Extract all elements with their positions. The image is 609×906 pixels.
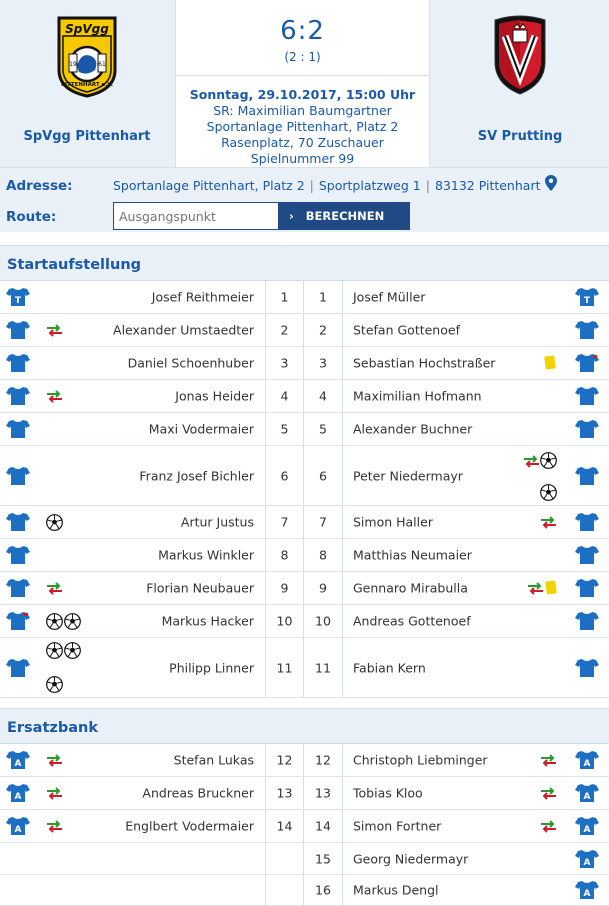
final-score: 6:2 (280, 16, 325, 46)
home-shirt-cell (0, 605, 40, 637)
away-player-cell (343, 777, 523, 809)
home-player-name[interactable]: Markus Hacker (161, 613, 254, 629)
player-row (0, 347, 609, 380)
home-player-number: 10 (276, 613, 293, 629)
home-player-name[interactable]: Alexander Umstaedter (113, 322, 254, 338)
substitution-icon (46, 754, 63, 767)
address-street: Sportplatzweg 1 (318, 178, 421, 193)
away-number-cell (304, 875, 343, 905)
home-events-cell (40, 777, 85, 809)
away-number-cell (304, 843, 343, 874)
svg-text:A: A (14, 792, 22, 802)
home-player-name[interactable]: Philipp Linner (169, 660, 254, 675)
goal-icon (540, 452, 557, 469)
home-number-cell (265, 777, 304, 809)
player-row (0, 281, 609, 314)
away-player-number: 16 (315, 882, 331, 898)
away-number-cell (304, 281, 343, 313)
home-player-number: 2 (280, 322, 289, 338)
away-player-cell (343, 810, 523, 842)
away-shirt-cell (566, 638, 609, 697)
venue: Sportanlage Pittenhart, Platz 2 (206, 119, 399, 134)
away-player-number: 6 (319, 468, 327, 483)
match-center (175, 0, 430, 167)
home-events-cell (40, 539, 85, 571)
home-player-cell (85, 605, 265, 637)
away-events-cell (515, 572, 565, 604)
home-shirt-cell (0, 638, 40, 697)
home-player-name[interactable]: Maxi Vodermaier (148, 421, 254, 437)
away-player-number: 9 (319, 580, 327, 596)
substitution-icon (46, 820, 63, 833)
home-number-cell (265, 314, 304, 346)
home-events-cell (40, 843, 85, 874)
home-events-cell (40, 446, 85, 505)
away-events-cell (515, 314, 565, 346)
away-player-number: 3 (319, 355, 327, 371)
goal-icon (46, 642, 63, 659)
home-player-cell (85, 744, 265, 776)
away-number-cell (304, 506, 343, 538)
home-player-cell (85, 875, 265, 905)
home-player-name[interactable]: Englbert Vodermaier (125, 818, 254, 834)
away-player-number: 14 (315, 818, 331, 834)
away-player-name[interactable]: Stefan Gottenoef (353, 322, 460, 338)
away-player-number: 5 (319, 421, 327, 437)
away-events-cell (515, 777, 565, 809)
home-player-name[interactable]: Markus Winkler (158, 547, 254, 563)
home-player-name[interactable]: Franz Josef Bichler (139, 468, 254, 483)
away-events-cell (515, 539, 565, 571)
home-events-cell (40, 314, 85, 346)
home-player-number: 4 (280, 388, 289, 404)
lineup-section-title: Startaufstellung (0, 245, 609, 281)
home-number-cell (265, 638, 304, 697)
away-number-cell (304, 413, 343, 445)
home-team-name[interactable]: SpVgg Pittenhart (23, 129, 151, 144)
home-team-logo[interactable] (55, 14, 119, 98)
home-player-cell (85, 777, 265, 809)
goal-icon (46, 613, 63, 630)
away-events-cell (515, 506, 565, 538)
away-player-number: 15 (315, 851, 331, 866)
home-player-number: 12 (276, 752, 293, 768)
home-player-cell (85, 843, 265, 874)
home-events-cell (40, 638, 85, 697)
away-player-number: 4 (319, 388, 327, 404)
away-shirt-cell (566, 314, 609, 346)
home-player-name[interactable]: Andreas Bruckner (142, 785, 254, 801)
away-shirt-cell (566, 605, 609, 637)
home-events-cell (40, 347, 85, 379)
address-text (113, 178, 540, 193)
home-player-name[interactable]: Josef Reithmeier (151, 289, 254, 305)
home-player-cell (85, 638, 265, 697)
home-shirt-cell (0, 572, 40, 604)
player-row (0, 638, 609, 698)
home-shirt-cell (0, 281, 40, 313)
away-player-number: 11 (315, 660, 331, 675)
yellow-card-icon (544, 355, 556, 370)
svg-text:T: T (14, 296, 22, 306)
substitution-icon (540, 516, 557, 529)
away-player-cell (343, 281, 523, 313)
away-events-cell (515, 413, 565, 445)
home-events-cell (40, 506, 85, 538)
goal-icon (46, 514, 63, 531)
away-player-number: 7 (319, 514, 327, 530)
svg-text:T: T (583, 296, 591, 306)
away-player-name[interactable]: Matthias Neumaier (353, 547, 472, 563)
home-shirt-cell (0, 314, 40, 346)
logo-year-right: 61 (98, 61, 106, 68)
home-events-cell (40, 572, 85, 604)
away-number-cell (304, 380, 343, 412)
away-number-cell (304, 572, 343, 604)
away-player-name[interactable]: Simon Haller (353, 514, 433, 530)
away-player-number: 13 (315, 785, 331, 801)
home-number-cell (265, 506, 304, 538)
away-number-cell (304, 347, 343, 379)
player-row (0, 875, 609, 906)
svg-text:A: A (583, 759, 591, 769)
home-number-cell (265, 446, 304, 505)
logo-text-top: SpVgg (65, 22, 109, 36)
home-player-cell (85, 572, 265, 604)
home-shirt-cell (0, 380, 40, 412)
map-pin-icon[interactable] (545, 175, 557, 191)
goal-icon (46, 676, 63, 693)
home-shirt-cell (0, 777, 40, 809)
svg-text:A: A (583, 792, 591, 802)
substitution-icon (540, 787, 557, 800)
away-player-cell (343, 446, 523, 505)
player-row (0, 605, 609, 638)
away-player-name[interactable]: Sebastian Hochstraßer (353, 355, 496, 371)
away-player-cell (343, 605, 523, 637)
away-player-name[interactable]: Tobias Kloo (353, 785, 423, 801)
address-venue: Sportanlage Pittenhart, Platz 2 (113, 178, 305, 193)
away-shirt-cell (566, 446, 609, 505)
home-player-number: 11 (276, 660, 293, 675)
home-number-cell (265, 605, 304, 637)
substitution-icon (46, 324, 63, 337)
address-separator: | (309, 178, 314, 193)
svg-text:A: A (14, 825, 22, 835)
home-events-cell (40, 605, 85, 637)
match-header (0, 0, 609, 167)
home-player-cell (85, 380, 265, 412)
home-events-cell (40, 380, 85, 412)
home-team[interactable] (0, 0, 174, 167)
away-shirt-cell (566, 380, 609, 412)
substitution-icon (46, 582, 63, 595)
substitution-icon (523, 455, 540, 468)
away-team-logo[interactable] (489, 14, 551, 96)
home-player-name[interactable]: Daniel Schoenhuber (127, 355, 254, 371)
player-row (0, 843, 609, 875)
away-player-cell (343, 314, 523, 346)
away-player-number: 8 (319, 547, 327, 563)
home-player-name[interactable]: Artur Justus (180, 514, 254, 530)
away-player-cell (343, 380, 523, 412)
away-player-name[interactable]: Josef Müller (353, 289, 426, 305)
away-player-name[interactable]: Andreas Gottenoef (353, 613, 471, 629)
home-player-name[interactable]: Florian Neubauer (146, 580, 254, 596)
home-shirt-cell (0, 810, 40, 842)
away-player-cell (343, 744, 523, 776)
home-player-cell (85, 281, 265, 313)
away-events-cell (515, 744, 565, 776)
ground-info: Rasenplatz, 70 Zuschauer (221, 135, 384, 150)
home-events-cell (40, 281, 85, 313)
away-player-cell (343, 506, 523, 538)
away-player-name[interactable]: Simon Fortner (353, 818, 442, 834)
route-label: Route: (6, 209, 57, 225)
away-shirt-cell (566, 281, 609, 313)
away-number-cell (304, 539, 343, 571)
away-player-cell (343, 347, 523, 379)
chevron-right-icon: › (289, 209, 294, 223)
home-number-cell (265, 281, 304, 313)
home-player-number: 3 (280, 355, 289, 371)
away-events-cell (515, 843, 565, 874)
away-shirt-cell (566, 539, 609, 571)
away-shirt-cell (566, 413, 609, 445)
player-row (0, 777, 609, 810)
referee: SR: Maximilian Baumgartner (213, 103, 392, 118)
away-number-cell (304, 605, 343, 637)
home-events-cell (40, 875, 85, 905)
away-shirt-cell (566, 347, 609, 379)
away-events-cell (515, 605, 565, 637)
match-info (176, 76, 429, 167)
svg-text:A: A (14, 759, 22, 769)
home-number-cell (265, 347, 304, 379)
away-player-cell (343, 572, 523, 604)
logo-year-left: 19 (69, 61, 77, 68)
away-shirt-cell (566, 777, 609, 809)
home-events-cell (40, 744, 85, 776)
away-events-cell (515, 446, 565, 505)
away-player-cell (343, 875, 523, 905)
home-number-cell (265, 539, 304, 571)
address-bar (0, 167, 609, 232)
home-shirt-cell (0, 539, 40, 571)
away-player-number: 10 (315, 613, 331, 629)
calculate-route-label: BERECHNEN (305, 209, 385, 223)
address-city: 83132 Pittenhart (434, 178, 541, 193)
home-events-cell (40, 810, 85, 842)
home-number-cell (265, 875, 304, 905)
home-shirt-cell (0, 875, 40, 905)
away-player-cell (343, 413, 523, 445)
player-row (0, 314, 609, 347)
home-shirt-cell (0, 413, 40, 445)
score-box (176, 0, 429, 76)
away-events-cell (515, 638, 565, 697)
away-shirt-cell (566, 506, 609, 538)
home-number-cell (265, 810, 304, 842)
home-player-number: 7 (280, 514, 289, 530)
away-player-number: 2 (319, 322, 327, 338)
away-number-cell (304, 314, 343, 346)
home-player-cell (85, 347, 265, 379)
goal-icon (64, 613, 81, 630)
away-player-name[interactable]: Peter Niedermayr (353, 468, 463, 483)
home-events-cell (40, 413, 85, 445)
home-player-name[interactable]: Jonas Heider (175, 388, 254, 404)
player-row (0, 506, 609, 539)
away-player-name[interactable]: Georg Niedermayr (353, 851, 469, 866)
bench-section-title: Ersatzbank (0, 708, 609, 744)
away-player-cell (343, 843, 523, 874)
home-player-name[interactable]: Stefan Lukas (173, 752, 254, 768)
home-shirt-cell (0, 446, 40, 505)
home-player-cell (85, 446, 265, 505)
away-player-name[interactable]: Christoph Liebminger (353, 752, 488, 768)
away-number-cell (304, 744, 343, 776)
away-events-cell (515, 281, 565, 313)
svg-text:A: A (583, 825, 591, 835)
home-shirt-cell (0, 347, 40, 379)
substitution-icon (46, 787, 63, 800)
away-number-cell (304, 446, 343, 505)
away-number-cell (304, 638, 343, 697)
yellow-card-icon (545, 580, 557, 595)
home-player-number: 1 (280, 289, 289, 305)
away-events-cell (515, 810, 565, 842)
home-player-number: 9 (280, 580, 289, 596)
home-number-cell (265, 413, 304, 445)
away-player-name[interactable]: Fabian Kern (353, 660, 426, 675)
away-player-name[interactable]: Markus Dengl (353, 882, 439, 898)
home-player-cell (85, 810, 265, 842)
home-player-cell (85, 539, 265, 571)
away-player-cell (343, 638, 523, 697)
player-row (0, 539, 609, 572)
address-label: Adresse: (6, 178, 73, 194)
away-team[interactable] (431, 0, 609, 167)
goal-icon (540, 484, 557, 501)
away-shirt-cell (566, 875, 609, 905)
away-shirt-cell (566, 843, 609, 874)
away-player-name[interactable]: Maximilian Hofmann (353, 388, 482, 404)
home-number-cell (265, 843, 304, 874)
substitution-icon (540, 820, 557, 833)
home-number-cell (265, 744, 304, 776)
home-shirt-cell (0, 506, 40, 538)
substitution-icon (540, 754, 557, 767)
player-row (0, 413, 609, 446)
substitution-icon (527, 582, 544, 595)
route-start-input[interactable] (113, 202, 279, 230)
home-player-cell (85, 413, 265, 445)
logo-text-bottom: PITTENHART e.V. (60, 82, 114, 88)
address-separator: | (425, 178, 430, 193)
away-number-cell (304, 810, 343, 842)
away-events-cell (515, 347, 565, 379)
player-row (0, 572, 609, 605)
away-player-name[interactable]: Gennaro Mirabulla (353, 580, 468, 596)
svg-text:A: A (583, 889, 591, 899)
goal-icon (64, 642, 81, 659)
calculate-route-button[interactable] (279, 202, 410, 230)
match-date: Sonntag, 29.10.2017, 15:00 Uhr (189, 87, 416, 102)
player-row (0, 380, 609, 413)
home-player-number: 5 (280, 421, 289, 437)
player-row (0, 744, 609, 777)
home-number-cell (265, 380, 304, 412)
away-shirt-cell (566, 810, 609, 842)
away-player-name[interactable]: Alexander Buchner (353, 421, 473, 437)
away-player-number: 1 (319, 289, 327, 305)
home-player-number: 8 (280, 547, 289, 563)
halftime-score: (2 : 1) (284, 50, 321, 64)
away-shirt-cell (566, 572, 609, 604)
away-team-name[interactable]: SV Prutting (477, 129, 563, 144)
away-player-number: 12 (315, 752, 331, 768)
away-player-cell (343, 539, 523, 571)
match-number: Spielnummer 99 (250, 151, 355, 166)
substitution-icon (46, 390, 63, 403)
home-shirt-cell (0, 744, 40, 776)
player-row (0, 446, 609, 506)
home-shirt-cell (0, 843, 40, 874)
player-row (0, 810, 609, 843)
svg-text:A: A (583, 857, 591, 868)
home-number-cell (265, 572, 304, 604)
home-player-number: 13 (276, 785, 293, 801)
away-events-cell (515, 875, 565, 905)
away-number-cell (304, 777, 343, 809)
away-events-cell (515, 380, 565, 412)
home-player-number: 6 (280, 468, 289, 483)
home-player-number: 14 (276, 818, 293, 834)
home-player-cell (85, 314, 265, 346)
away-shirt-cell (566, 744, 609, 776)
home-player-cell (85, 506, 265, 538)
